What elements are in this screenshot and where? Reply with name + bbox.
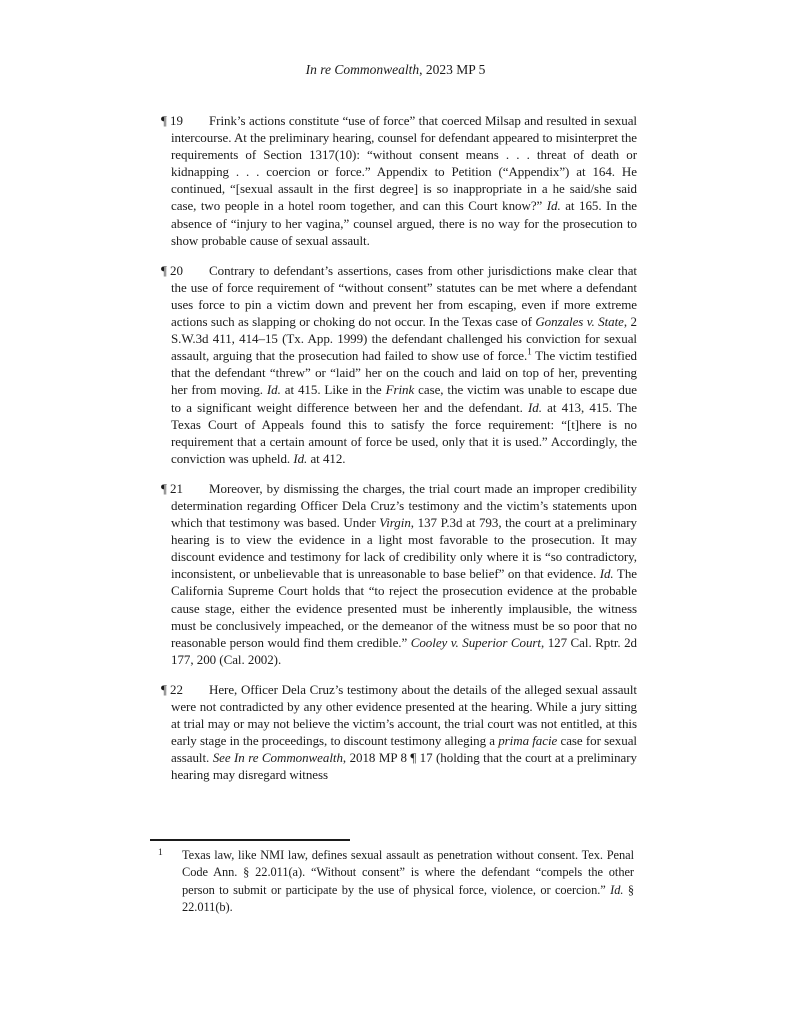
footnote-separator [150, 839, 350, 841]
paragraph-number: ¶ 20 [161, 262, 183, 278]
italic-text-run: Gonzales v. State [535, 314, 624, 330]
italic-text-run: Virgin [379, 515, 411, 531]
text-run: case for sexual assault. [171, 733, 637, 766]
italic-text-run: Id. [266, 382, 281, 398]
italic-text-run: Id. [599, 566, 614, 582]
opinion-paragraph [161, 681, 637, 784]
page-header-citation [0, 61, 791, 78]
opinion-paragraph [161, 480, 637, 668]
text-run: Contrary to defendant’s assertions, cases from other jurisdictions make clear that the use of force requirement of “without consent” statutes can be met where a defendant uses force to pin a victim down and prevent her from escaping, even if more extreme actions such as slapping or choking do not occur. In the Texas case of [171, 262, 637, 330]
text-run: Frink’s actions constitute “use of force” that coerced Milsap and resulted in sexual intercourse. At the preliminary hearing, counsel for defendant appeared to misinterpret the requirements of Section 1317(10): “without consent means . . . threat of death or kidnapping . . . coercion or force.” Appendix to Petition (“Appendix”) at 164. He continued, “[sexual assault in the first degree] is so inappropriate in a he said/she said case, two people in a hotel room together, and can this Court know?” [171, 113, 637, 214]
text-run: , 137 P.3d at 793, the court at a preliminary hearing is to view the evidence in a light most favorable to the prosecution. It may discount evidence and testimony for lack of credibility only where it is “so contradictory, inconsistent, or unbelievable that is unreasonable to base belief” on that evidence. [171, 515, 637, 582]
opinion-paragraph [161, 262, 637, 467]
text-run: at 415. Like in the [280, 382, 386, 398]
text-run: Here, Officer Dela Cruz’s testimony about the details of the alleged sexual assault were not contradicted by any other evidence presented at the hearing. While a jury sitting at trial may or may not believe the victim’s account, the trial court was not entitled, at this early stage in the proceedings, to discount testimony alleging a [171, 681, 637, 749]
text-run: at 412. [307, 450, 346, 466]
text-run: case, the victim was unable to escape due to a significant weight difference between her and the defendant. [171, 382, 637, 415]
italic-text-run: prima facie [498, 733, 558, 749]
text-run: The victim testified that the defendant “threw” or “laid” her on the couch and laid on top of her, preventing her from moving. [171, 348, 637, 398]
italic-text-run: Id. [293, 450, 308, 466]
text-run: Texas law, like NMI law, defines sexual assault as penetration without consent. Tex. Penal Code Ann. § 22.011(a). “Without consent” is where the defendant “compels the other person to submit or participate by the use of physical force, violence, or coercion.” [182, 848, 634, 897]
text-run: at 413, 415. The Texas Court of Appeals found this to satisfy the force requirement: “[t]here is no requirement that a certain amount of force be used, only that it is used.” Accordingly, the conviction was upheld. [171, 399, 637, 466]
text-run: The California Supreme Court holds that “to reject the prosecution evidence at the probable cause stage, either the evidence presented must be inherently implausible, the witness must be conclusively impeached, or the demeanor of the witness must be so poor that no reasonable person would find them credible.” [171, 566, 637, 650]
text-run: § 22.011(b). [182, 882, 634, 915]
text-run: , 2018 MP 8 ¶ 17 (holding that the court at a preliminary hearing may disregard witness [171, 750, 637, 783]
italic-text-run: See In re Commonwealth [212, 750, 343, 766]
footnote [158, 847, 634, 917]
footnote-reference: 1 [527, 346, 532, 357]
opinion-paragraph [161, 112, 638, 249]
paragraph-number: ¶ 22 [161, 681, 183, 697]
italic-text-run: Id. [527, 399, 542, 415]
text-run: Moreover, by dismissing the charges, the trial court made an improper credibility determination regarding Officer Dela Cruz’s testimony and the victim’s statements upon which that testimony was based. Under [171, 480, 637, 531]
paragraph-number: ¶ 21 [161, 480, 183, 496]
opinion-body [161, 112, 638, 796]
italic-text-run: Frink [385, 382, 415, 398]
text-run: , 2 S.W.3d 411, 414–15 (Tx. App. 1999) the defendant challenged his conviction for sexual assault, arguing that the prosecution had failed to show use of force. [171, 314, 637, 364]
italic-text-run: Cooley v. Superior Court [410, 634, 541, 650]
text-run: , 127 Cal. Rptr. 2d 177, 200 (Cal. 2002). [171, 634, 637, 667]
italic-text-run: Id. [546, 198, 561, 214]
text-run: , 2023 MP 5 [419, 62, 486, 77]
text-run: at 165. In the absence of “injury to her vagina,” counsel argued, there is no way for the prosecution to show probable cause of sexual assault. [171, 198, 638, 248]
paragraph-number: ¶ 19 [161, 113, 183, 128]
footnote-marker: 1 [158, 848, 163, 858]
italic-text-run: In re Commonwealth [305, 62, 420, 77]
footnote-text [182, 848, 634, 914]
italic-text-run: Id. [610, 882, 624, 897]
